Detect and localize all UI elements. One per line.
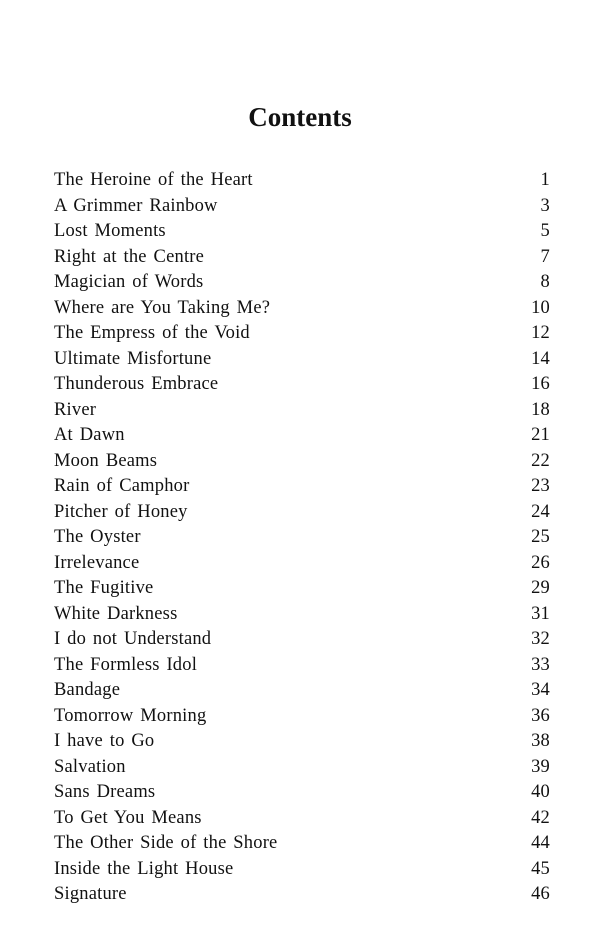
toc-entry <box>54 678 550 704</box>
toc-entry-title: Signature <box>54 884 127 904</box>
toc-entry-title: Sans Dreams <box>54 782 156 802</box>
toc-entry <box>54 270 550 296</box>
toc-entry-page-number: 24 <box>531 501 550 522</box>
toc-entry <box>54 500 550 526</box>
toc-entry-page-number: 14 <box>531 348 550 369</box>
toc-entry <box>54 525 550 551</box>
toc-entry-page-number: 3 <box>540 195 550 216</box>
toc-entry-page-number: 16 <box>531 374 550 394</box>
toc-entry <box>54 857 550 883</box>
toc-entry-title: Salvation <box>54 756 126 777</box>
toc-entry-title: Bandage <box>54 680 121 700</box>
toc-entry-title: Right at the Centre <box>54 246 205 267</box>
toc-entry-page-number: 5 <box>540 221 550 241</box>
toc-entry <box>54 347 550 373</box>
toc-entry-page-number: 23 <box>531 476 550 496</box>
toc-entry <box>54 168 550 194</box>
toc-entry-title: River <box>54 399 97 420</box>
toc-entry-title: Pitcher of Honey <box>54 501 188 522</box>
toc-entry-title: To Get You Means <box>54 807 202 828</box>
toc-entry <box>54 321 550 347</box>
page-title: Contents <box>248 102 352 133</box>
toc-entry-title: Ultimate Misfortune <box>54 348 212 369</box>
toc-entry-page-number: 1 <box>540 170 550 190</box>
toc-entry-page-number: 36 <box>531 705 550 726</box>
toc-entry-page-number: 44 <box>531 833 550 853</box>
toc-entry-title: Where are You Taking Me? <box>54 297 271 318</box>
toc-entry-page-number: 18 <box>531 399 550 420</box>
toc-entry-page-number: 8 <box>540 272 550 292</box>
toc-entry-page-number: 46 <box>531 884 550 904</box>
toc-entry <box>54 372 550 398</box>
toc-entry-title: Inside the Light House <box>54 858 234 879</box>
toc-entry-page-number: 33 <box>531 654 550 675</box>
toc-entry-title: Moon Beams <box>54 450 158 471</box>
toc-entry <box>54 704 550 730</box>
toc-entry-title: White Darkness <box>54 603 178 624</box>
toc-entry-page-number: 34 <box>531 680 550 700</box>
toc-entry-title: At Dawn <box>54 425 125 445</box>
toc-entry-page-number: 32 <box>531 629 550 649</box>
toc-entry <box>54 882 550 908</box>
toc-entry-title: Irrelevance <box>54 552 140 573</box>
toc-entry-page-number: 31 <box>531 603 550 624</box>
toc-entry-title: The Other Side of the Shore <box>54 833 278 853</box>
toc-entry <box>54 398 550 424</box>
toc-entry <box>54 296 550 322</box>
toc-entry-page-number: 25 <box>531 527 550 547</box>
toc-entry <box>54 831 550 857</box>
toc-entry <box>54 755 550 781</box>
toc-entry-page-number: 39 <box>531 756 550 777</box>
toc-entry-title: The Fugitive <box>54 578 154 598</box>
toc-entry <box>54 653 550 679</box>
toc-entry-page-number: 10 <box>531 297 550 318</box>
toc-entry-title: The Empress of the Void <box>54 323 250 343</box>
toc-entry <box>54 449 550 475</box>
toc-entry <box>54 806 550 832</box>
toc-entry-page-number: 42 <box>531 807 550 828</box>
toc-entry <box>54 219 550 245</box>
toc-entry-page-number: 29 <box>531 578 550 598</box>
toc-entry-page-number: 26 <box>531 552 550 573</box>
toc-entry-page-number: 40 <box>531 782 550 802</box>
toc-entry-title: Magician of Words <box>54 272 204 292</box>
toc-entry <box>54 423 550 449</box>
toc-entry-page-number: 21 <box>531 425 550 445</box>
toc-entry <box>54 602 550 628</box>
toc-entry <box>54 576 550 602</box>
toc-entry-title: I do not Understand <box>54 629 212 649</box>
toc-entry-page-number: 12 <box>531 323 550 343</box>
toc-entry <box>54 245 550 271</box>
toc-entry <box>54 551 550 577</box>
toc-entry-page-number: 38 <box>531 731 550 751</box>
toc-entry-title: I have to Go <box>54 731 155 751</box>
toc-entry <box>54 474 550 500</box>
toc-entry <box>54 194 550 220</box>
toc-entry-title: Lost Moments <box>54 221 166 241</box>
toc-entry-page-number: 7 <box>540 246 550 267</box>
toc-entry <box>54 780 550 806</box>
toc-entry-title: Thunderous Embrace <box>54 374 219 394</box>
toc-entry-title: The Heroine of the Heart <box>54 170 253 190</box>
toc-entry-title: The Formless Idol <box>54 654 198 675</box>
toc-entry-title: A Grimmer Rainbow <box>54 195 218 216</box>
table-of-contents <box>54 168 550 908</box>
toc-entry-page-number: 45 <box>531 858 550 879</box>
toc-entry-page-number: 22 <box>531 450 550 471</box>
toc-entry <box>54 729 550 755</box>
toc-entry <box>54 627 550 653</box>
toc-entry-title: The Oyster <box>54 527 141 547</box>
toc-entry-title: Tomorrow Morning <box>54 705 207 726</box>
toc-entry-title: Rain of Camphor <box>54 476 190 496</box>
